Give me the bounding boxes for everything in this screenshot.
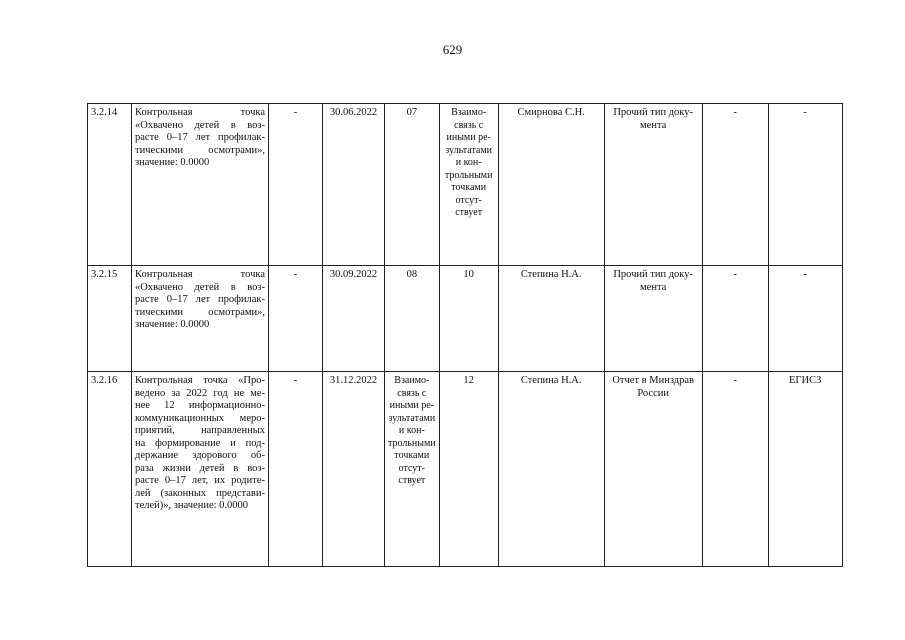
link-cell bbox=[439, 104, 498, 266]
name-line: расте 0–17 лет, их родите- bbox=[135, 475, 265, 486]
table-row bbox=[88, 104, 843, 266]
dash-cell: - bbox=[269, 372, 323, 567]
responsible-cell: Степина Н.А. bbox=[498, 266, 604, 372]
control-point-name-cell bbox=[132, 104, 269, 266]
name-line: расте 0–17 лет профилак- bbox=[135, 294, 265, 305]
name-line: приятий, направленных bbox=[135, 425, 265, 436]
dash-cell: - bbox=[768, 104, 842, 266]
code-line: трольными bbox=[388, 437, 436, 449]
name-line: Контрольная точка «Про- bbox=[135, 375, 265, 386]
dash-cell: - bbox=[768, 266, 842, 372]
control-point-name-cell bbox=[132, 372, 269, 567]
name-line: нее 12 информационно- bbox=[135, 400, 265, 411]
table-row bbox=[88, 266, 843, 372]
link-line: зультатами bbox=[445, 144, 493, 156]
name-line: тическими осмотрами», bbox=[135, 144, 265, 156]
link-line: связь с bbox=[454, 119, 484, 131]
code-cell: 07 bbox=[385, 104, 440, 266]
link-line: и кон- bbox=[455, 157, 482, 168]
document-line: Прочий тип доку- bbox=[613, 269, 694, 280]
dash-cell: - bbox=[269, 266, 323, 372]
code-line: зультатами bbox=[388, 412, 436, 424]
dash-cell: - bbox=[269, 104, 323, 266]
name-line: расте 0–17 лет профилак- bbox=[135, 132, 265, 143]
code-line: точками bbox=[394, 450, 430, 461]
date-cell: 30.09.2022 bbox=[323, 266, 385, 372]
date-cell: 31.12.2022 bbox=[323, 372, 385, 567]
link-line: отсут- bbox=[455, 194, 482, 206]
name-line: Контрольная точка bbox=[135, 269, 265, 280]
row-number-cell: 3.2.16 bbox=[88, 372, 132, 567]
code-line: Взаимо- bbox=[394, 375, 430, 386]
control-points-table bbox=[87, 103, 843, 567]
date-cell: 30.06.2022 bbox=[323, 104, 385, 266]
name-line: «Охвачено детей в воз- bbox=[135, 281, 265, 293]
code-line: иными ре- bbox=[389, 400, 435, 411]
system-cell: ЕГИСЗ bbox=[768, 372, 842, 567]
row-number-cell: 3.2.15 bbox=[88, 266, 132, 372]
document-line: мента bbox=[640, 281, 667, 293]
document-type-cell bbox=[604, 266, 702, 372]
name-line: значение: 0.0000 bbox=[135, 319, 210, 330]
name-line: значение: 0.0000 bbox=[135, 157, 210, 168]
document-type-cell bbox=[604, 104, 702, 266]
name-line: держание здорового об- bbox=[135, 450, 265, 461]
name-line: Контрольная точка bbox=[135, 107, 265, 118]
link-cell: 10 bbox=[439, 266, 498, 372]
name-line: на формирование и под- bbox=[135, 437, 265, 449]
link-cell: 12 bbox=[439, 372, 498, 567]
name-line: ведено за 2022 год не ме- bbox=[135, 387, 265, 399]
dash-cell: - bbox=[702, 266, 768, 372]
link-line: иными ре- bbox=[446, 132, 491, 143]
document-line: Отчет в Минздрав bbox=[612, 375, 694, 386]
document-line: России bbox=[637, 387, 669, 399]
code-line: и кон- bbox=[398, 425, 425, 436]
code-line: отсут- bbox=[398, 462, 426, 474]
document-line: Прочий тип доку- bbox=[613, 107, 694, 118]
link-line: ствует bbox=[455, 207, 483, 218]
link-line: Взаимо- bbox=[451, 107, 487, 118]
name-line: раза жизни детей в воз- bbox=[135, 462, 265, 474]
dash-cell: - bbox=[702, 372, 768, 567]
page-number: 629 bbox=[442, 42, 463, 57]
link-line: точками bbox=[451, 182, 487, 193]
responsible-cell: Степина Н.А. bbox=[498, 372, 604, 567]
dash-cell: - bbox=[702, 104, 768, 266]
name-line: коммуникационных меро- bbox=[135, 412, 265, 424]
control-point-name-cell bbox=[132, 266, 269, 372]
row-number-cell: 3.2.14 bbox=[88, 104, 132, 266]
table-row bbox=[88, 372, 843, 567]
name-line: лей (законных представи- bbox=[135, 487, 265, 499]
responsible-cell: Смирнова С.Н. bbox=[498, 104, 604, 266]
code-line: ствует bbox=[398, 475, 426, 486]
document-type-cell bbox=[604, 372, 702, 567]
code-line: связь с bbox=[397, 387, 427, 399]
code-cell: 08 bbox=[385, 266, 440, 372]
name-line: тическими осмотрами», bbox=[135, 306, 265, 318]
name-line: телей)», значение: 0.0000 bbox=[135, 500, 249, 511]
name-line: «Охвачено детей в воз- bbox=[135, 119, 265, 131]
document-line: мента bbox=[640, 119, 667, 131]
link-line: трольными bbox=[444, 169, 493, 181]
code-cell bbox=[385, 372, 440, 567]
